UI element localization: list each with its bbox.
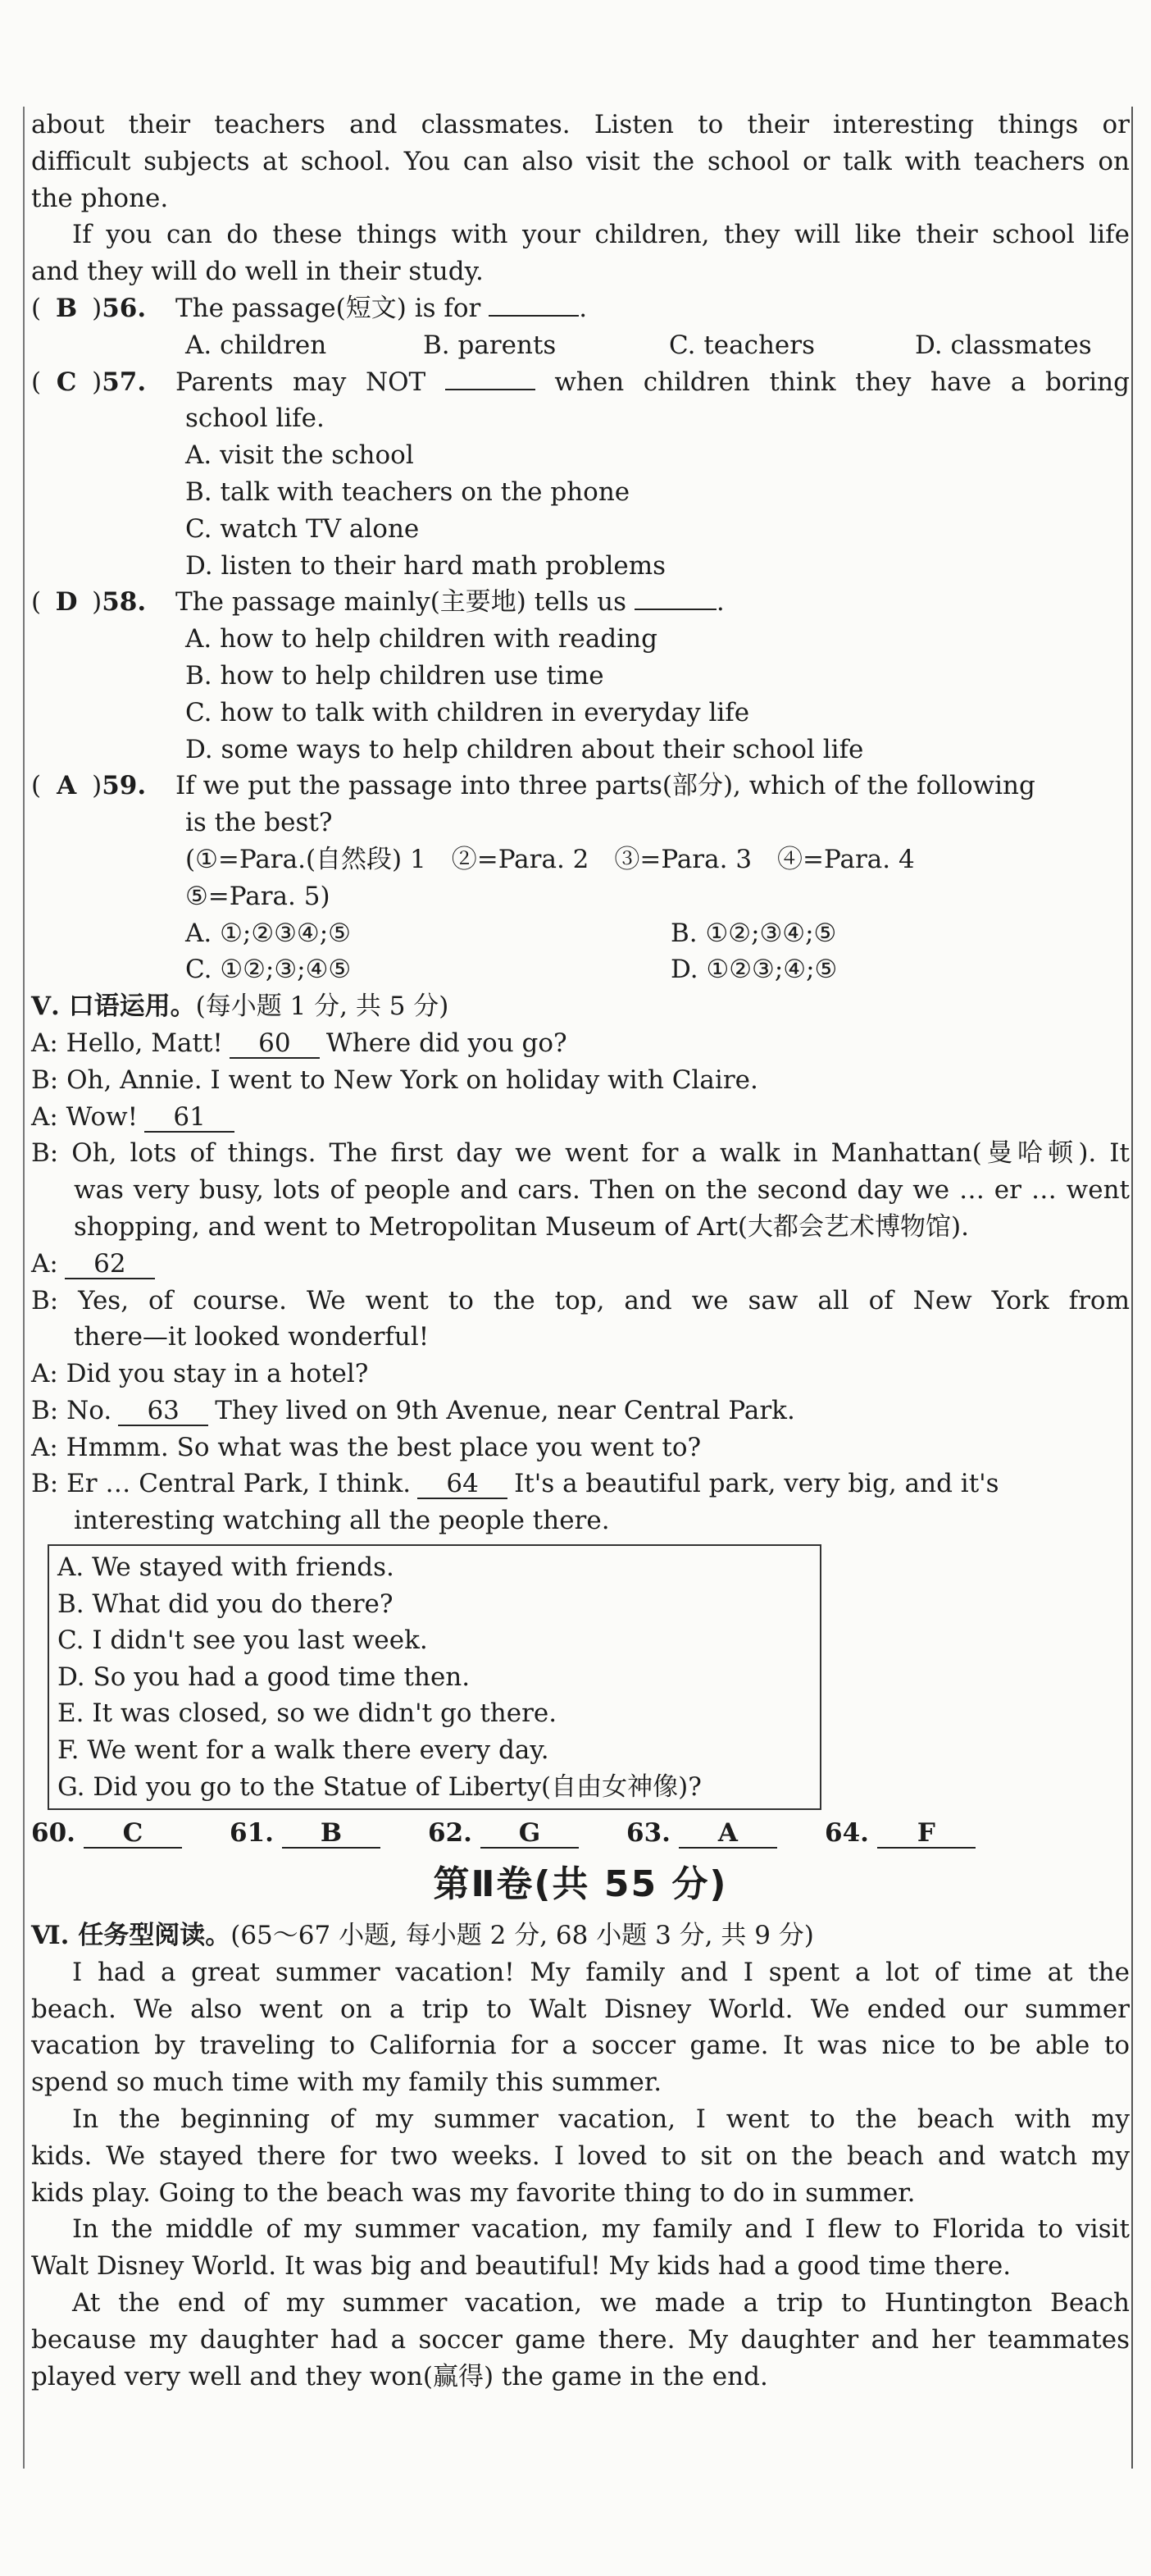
answer-item	[230, 1815, 428, 1852]
answer-number: 63.	[626, 1818, 671, 1849]
question-58	[31, 584, 1130, 621]
section-points: (每小题 1 分, 共 5 分)	[195, 992, 449, 1022]
exam-page	[31, 107, 1130, 2395]
answer-number: 64.	[825, 1818, 869, 1849]
blank-number: 64	[417, 1470, 507, 1499]
stem-end: .	[716, 587, 725, 618]
right-margin-rule	[1131, 107, 1133, 2469]
blank-number: 60	[230, 1029, 320, 1059]
question-stem: The passage(短文) is for	[175, 293, 481, 323]
answer-letter: D	[55, 587, 78, 618]
question-stem: If we put the passage into three parts(部分), which of the following	[175, 771, 1035, 801]
option: A. how to help children with reading	[185, 624, 657, 654]
dialogue-text: It's a beautiful park, very big, and it's	[514, 1469, 999, 1499]
passage-line: kids. We stayed there for two weeks. I loved to sit on the beach and watch my	[31, 2141, 1130, 2171]
stem-end: .	[579, 293, 588, 323]
question-number: 58.	[102, 587, 147, 618]
section-title: Ⅴ. 口语运用。	[31, 992, 196, 1022]
dialogue-text: A: Hello, Matt!	[31, 1028, 223, 1058]
dialogue-line: A: Did you stay in a hotel?	[31, 1359, 369, 1389]
answer-bracket: ( B )56.	[31, 290, 175, 327]
part-2-title: 第Ⅱ卷(共 55 分)	[433, 1863, 728, 1906]
option: A. ①;②③④;⑤	[185, 918, 351, 948]
dialogue-line	[31, 1246, 1130, 1283]
answer-value: A	[679, 1819, 777, 1849]
left-margin-rule	[23, 107, 25, 2469]
answer-letter: B	[56, 293, 78, 323]
answer-value: G	[480, 1819, 579, 1849]
answer-blank	[489, 290, 579, 317]
passage-line: played very well and they won(赢得) the game in the end.	[31, 2361, 768, 2391]
box-option: F. We went for a walk there every day.	[57, 1735, 549, 1766]
passage-line: Walt Disney World. It was big and beautiful! My kids had a good time there.	[31, 2251, 1012, 2282]
answer-value: F	[877, 1819, 976, 1849]
option: D. some ways to help children about their school life	[185, 734, 864, 764]
passage-line: because my daughter had a soccer game there. My daughter and her teammates	[31, 2324, 1130, 2355]
box-option: B. What did you do there?	[57, 1589, 394, 1619]
answer-value: B	[282, 1819, 380, 1849]
options-box	[48, 1544, 821, 1810]
section-title: Ⅵ. 任务型阅读。	[31, 1921, 231, 1951]
options-59	[31, 915, 1130, 989]
dialogue-text: They lived on 9th Avenue, near Central Park.	[215, 1395, 795, 1425]
option: B. how to help children use time	[185, 660, 604, 691]
question-number: 59.	[102, 771, 147, 801]
passage-line: In the beginning of my summer vacation, I went to the beach with my	[72, 2104, 1130, 2135]
box-option: A. We stayed with friends.	[57, 1552, 394, 1583]
answer-bracket: ( C )57.	[31, 364, 175, 401]
passage-line: vacation by traveling to California for a soccer game. It was nice to be able to	[31, 2031, 1130, 2061]
question-note: (①=Para.(自然段) 1 ②=Para. 2 ③=Para. 3 ④=Para. 4	[185, 844, 915, 874]
option: C. how to talk with children in everyday life	[185, 697, 750, 727]
passage-line: In the middle of my summer vacation, my family and I flew to Florida to visit	[72, 2214, 1130, 2245]
dialogue-line: A: Hmmm. So what was the best place you went to?	[31, 1432, 702, 1462]
dialogue-line: there—it looked wonderful!	[74, 1322, 430, 1352]
dialogue-line: B: Yes, of course. We went to the top, and we saw all of New York from	[31, 1285, 1130, 1315]
passage-line: beach. We also went on a trip to Walt Disney World. We ended our summer	[31, 1994, 1130, 2024]
option: B. ①②;③④;⑤	[671, 918, 837, 948]
answer-item	[428, 1815, 626, 1852]
box-option: G. Did you go to the Statue of Liberty(自由女神像)?	[57, 1771, 702, 1802]
section-5-answers	[31, 1815, 1130, 1852]
question-note: ⑤=Para. 5)	[185, 881, 330, 911]
answer-letter: A	[57, 771, 77, 801]
question-59	[31, 768, 1130, 805]
answer-number: 60.	[31, 1818, 75, 1849]
passage-line: kids play. Going to the beach was my favorite thing to do in summer.	[31, 2177, 916, 2208]
answer-bracket: ( A )59.	[31, 768, 175, 805]
option: A. visit the school	[185, 440, 414, 471]
section-6-heading	[31, 1917, 1130, 1954]
passage-line: At the end of my summer vacation, we made a trip to Huntington Beach	[72, 2288, 1130, 2318]
answer-letter: C	[56, 367, 77, 397]
answer-item	[31, 1815, 230, 1852]
dialogue-line	[31, 1025, 1130, 1062]
options-56	[31, 327, 1130, 364]
passage-line: spend so much time with my family this summer.	[31, 2068, 662, 2098]
box-option: C. I didn't see you last week.	[57, 1625, 428, 1656]
question-stem-line: school life.	[185, 403, 325, 434]
option: B. parents	[423, 330, 557, 360]
question-stem: The passage mainly(主要地) tells us	[175, 587, 627, 618]
passage-line: I had a great summer vacation! My family and I spent a lot of time at the	[72, 1957, 1130, 1987]
option: C. ①②;③;④⑤	[185, 955, 352, 985]
dialogue-line: was very busy, lots of people and cars. Then on the second day we … er … went	[74, 1175, 1130, 1206]
question-stem: Parents may NOT	[175, 367, 426, 397]
option: D. classmates	[915, 330, 1092, 360]
answer-item	[825, 1815, 1023, 1852]
passage-line: and they will do well in their study.	[31, 257, 484, 287]
dialogue-text: A: Wow!	[31, 1101, 139, 1132]
passage-line: If you can do these things with your children, they will like their school life	[72, 220, 1130, 250]
option: B. talk with teachers on the phone	[185, 476, 630, 507]
answer-blank	[445, 364, 535, 390]
question-56	[31, 290, 1130, 327]
dialogue-line: B: Oh, lots of things. The first day we went for a walk in Manhattan(曼哈顿). It	[31, 1138, 1130, 1169]
passage-line: difficult subjects at school. You can also visit the school or talk with teachers on	[31, 146, 1130, 176]
section-points: (65～67 小题, 每小题 2 分, 68 小题 3 分, 共 9 分)	[230, 1921, 814, 1951]
dialogue-line: interesting watching all the people there.	[74, 1506, 610, 1536]
dialogue-text: B: Er … Central Park, I think.	[31, 1469, 412, 1499]
passage-line: the phone.	[31, 183, 169, 213]
dialogue-text: A:	[31, 1248, 58, 1279]
question-number: 57.	[102, 367, 147, 397]
dialogue-text: B: No.	[31, 1395, 112, 1425]
answer-number: 62.	[428, 1818, 472, 1849]
blank-number: 62	[65, 1250, 155, 1279]
option: D. ①②③;④;⑤	[671, 955, 838, 985]
dialogue-line	[31, 1466, 1130, 1502]
option: A. children	[185, 330, 327, 360]
dialogue-line: shopping, and went to Metropolitan Museum of Art(大都会艺术博物馆).	[74, 1211, 969, 1242]
question-stem-line: is the best?	[185, 808, 333, 838]
option: C. teachers	[669, 330, 816, 360]
dialogue-line: B: Oh, Annie. I went to New York on holiday with Claire.	[31, 1065, 758, 1095]
option: D. listen to their hard math problems	[185, 550, 666, 581]
question-number: 56.	[102, 293, 147, 323]
answer-blank	[635, 584, 717, 610]
question-57	[31, 364, 1130, 401]
dialogue-line	[31, 1099, 1130, 1136]
box-option: E. It was closed, so we didn't go there.	[57, 1698, 557, 1729]
section-5-heading	[31, 988, 1130, 1025]
blank-number: 63	[118, 1397, 208, 1426]
answer-value: C	[84, 1819, 182, 1849]
answer-item	[626, 1815, 825, 1852]
question-stem-cont: when children think they have a boring	[554, 367, 1130, 397]
box-option: D. So you had a good time then.	[57, 1662, 471, 1692]
answer-bracket: ( D )58.	[31, 584, 175, 621]
option: C. watch TV alone	[185, 513, 420, 544]
dialogue-text: Where did you go?	[325, 1028, 567, 1058]
blank-number: 61	[144, 1103, 234, 1133]
dialogue-line	[31, 1393, 1130, 1429]
passage-line: about their teachers and classmates. Listen to their interesting things or	[31, 110, 1130, 139]
answer-number: 61.	[230, 1818, 274, 1849]
